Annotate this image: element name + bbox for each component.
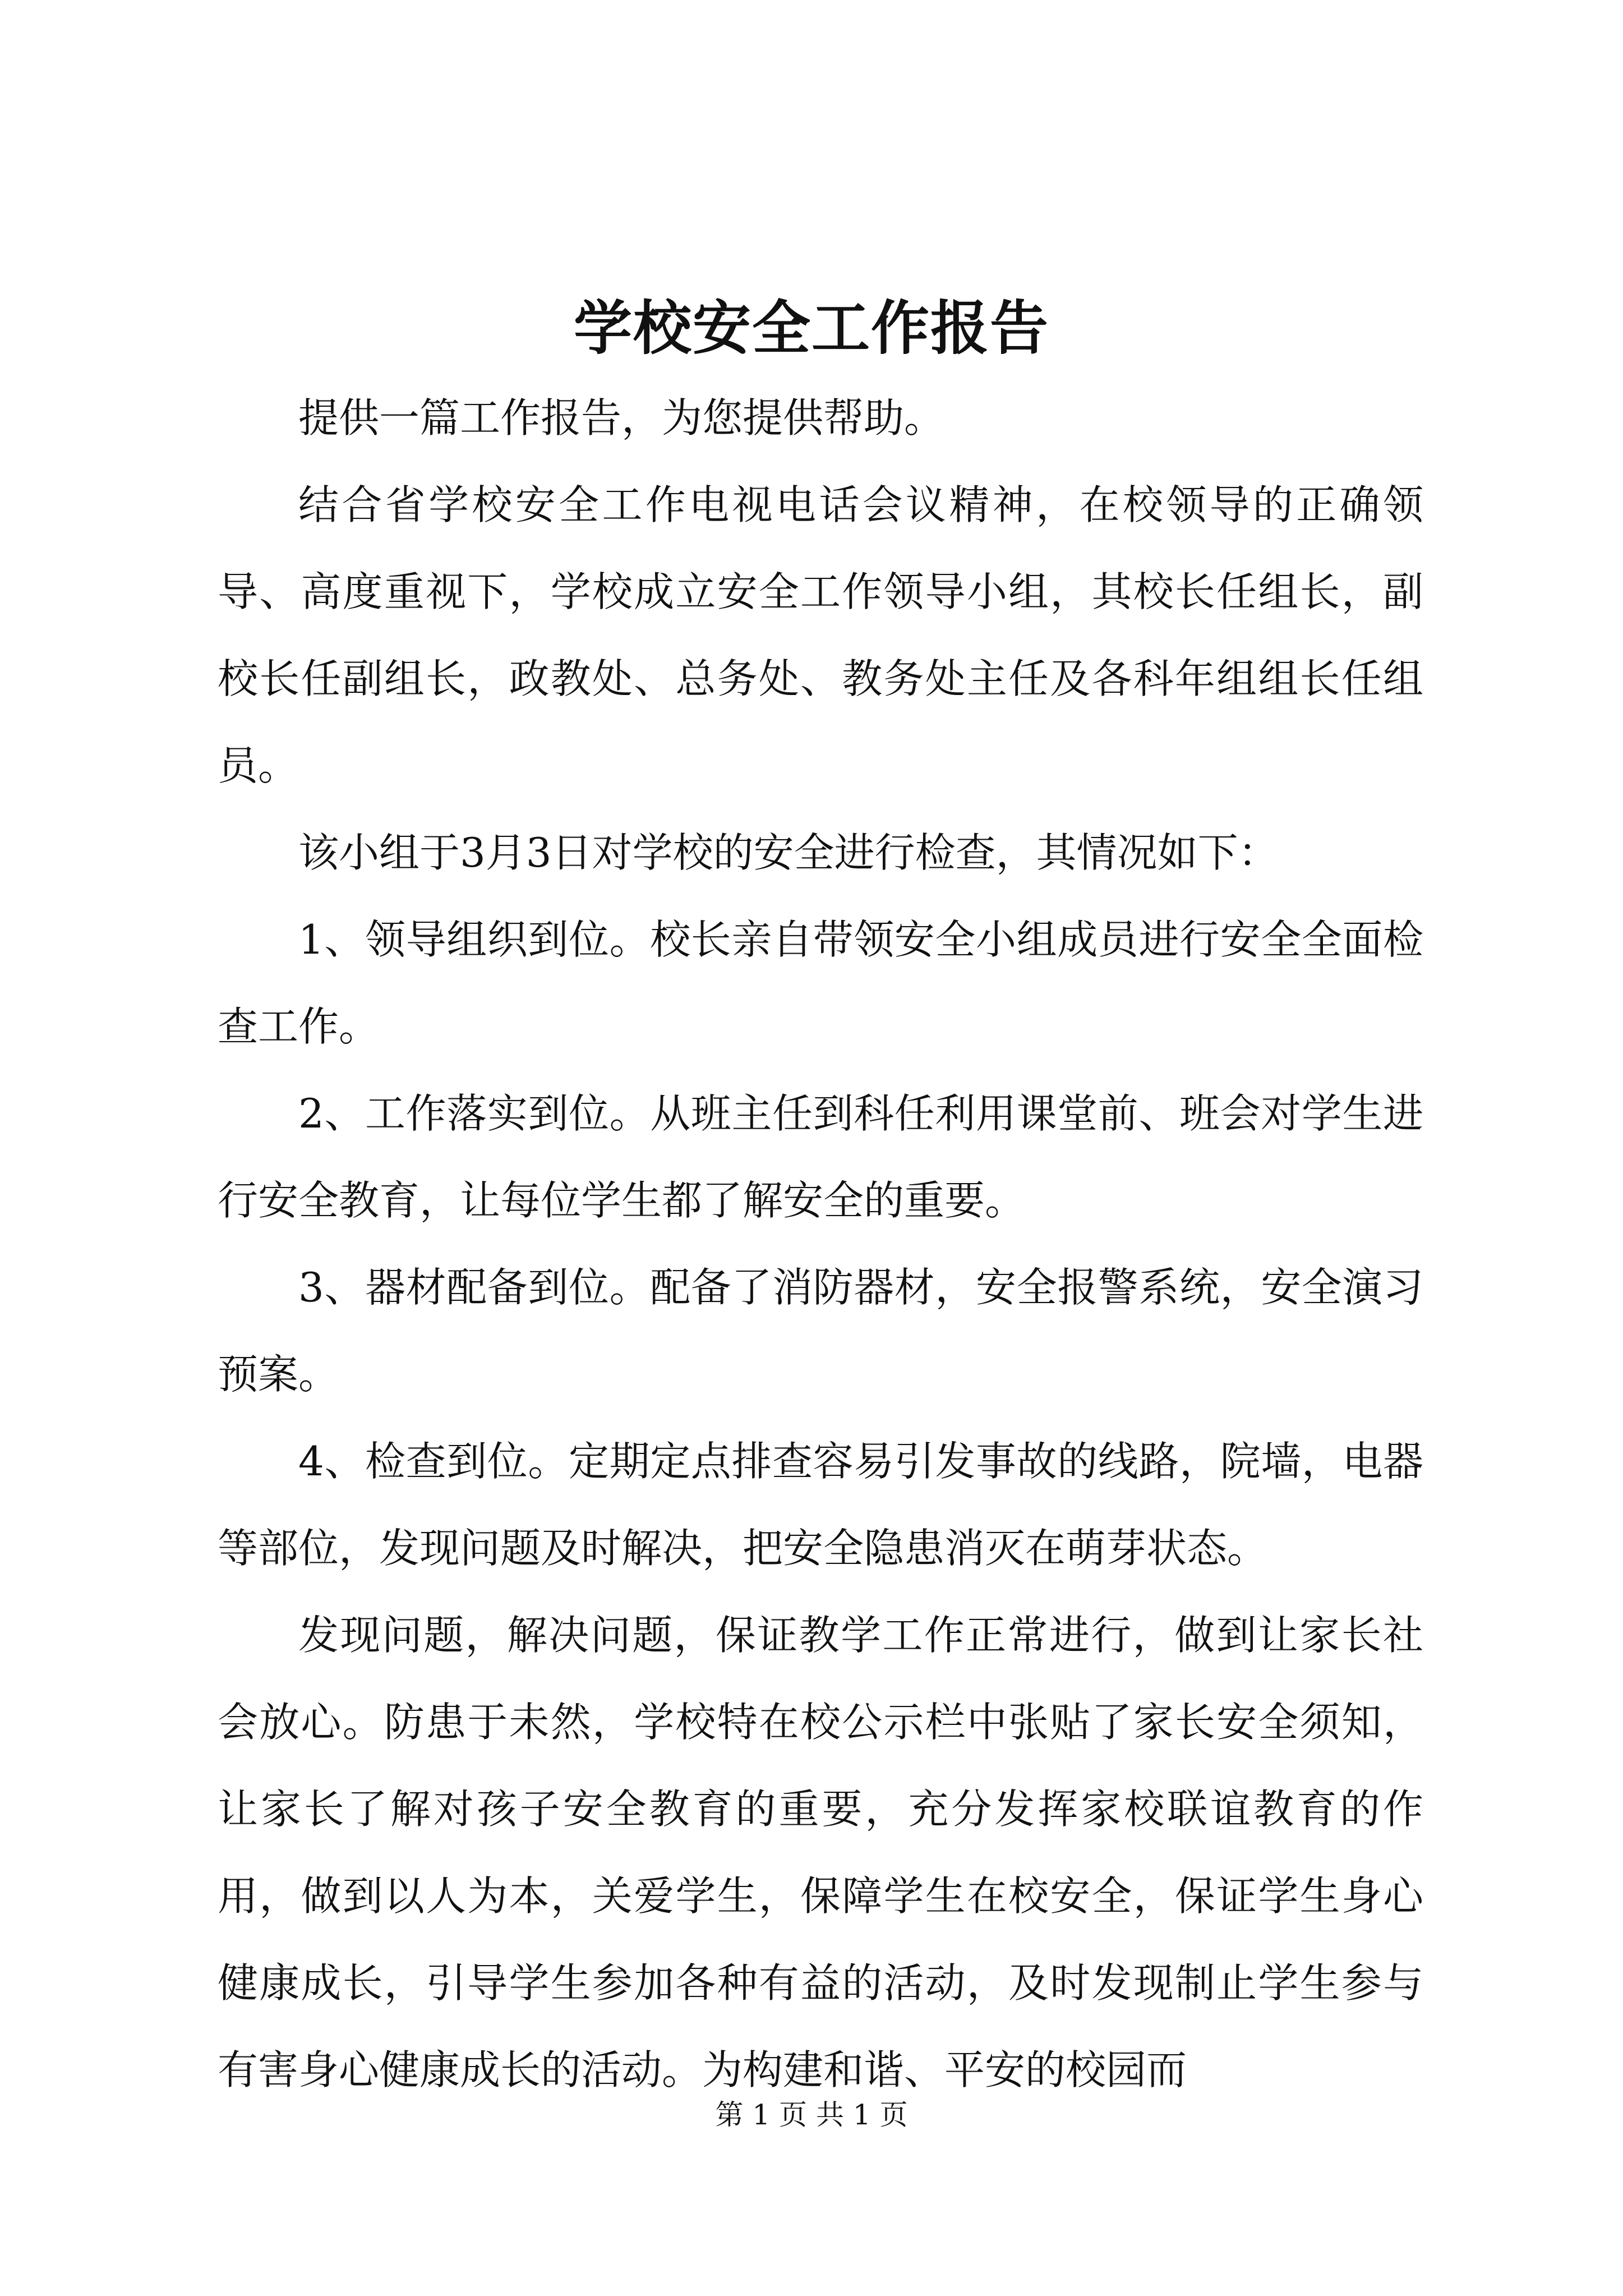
paragraph-leadership-group: 结合省学校安全工作电视电话会议精神，在校领导的正确领导、高度重视下，学校成立安全工作领导小组，其校长任组长，副校长任副组长，政教处、总务处、教务处主任及各科年组组长任组员。 xyxy=(218,481,1423,789)
paragraph-intro: 提供一篇工作报告，为您提供帮助。 xyxy=(298,394,945,441)
document-title: 学校安全工作报告 xyxy=(573,293,1049,362)
page-footer: 第 1 页 共 1 页 xyxy=(715,2099,908,2131)
paragraph-inspection: 该小组于3月3日对学校的安全进行检查，其情况如下： xyxy=(298,829,1279,876)
document-body xyxy=(218,375,1423,2114)
paragraph-conclusion: 发现问题，解决问题，保证教学工作正常进行，做到让家长社会放心。防患于未然，学校特在校公示栏中张贴了家长安全须知，让家长了解对孩子安全教育的重要，充分发挥家校联谊教育的作用，做到以人为本，关爱学生，保障学生在校安全，保证学生身心健康成长，引导学生参加各种有益的活动，及时发现制止学生参与有害身心健康成长的活动。为构建和谐、平安的校园而 xyxy=(218,1612,1423,2093)
paragraph-item-2: 2、工作落实到位。从班主任到科任利用课堂前、班会对学生进行安全教育，让每位学生都了解安全的重要。 xyxy=(218,1090,1423,1224)
paragraph-item-1: 1、领导组织到位。校长亲自带领安全小组成员进行安全全面检查工作。 xyxy=(218,916,1423,1050)
paragraph-item-3: 3、器材配备到位。配备了消防器材，安全报警系统，安全演习预案。 xyxy=(218,1264,1423,1398)
paragraph-item-4: 4、检查到位。定期定点排查容易引发事故的线路，院墙，电器等部位，发现问题及时解决，把安全隐患消灭在萌芽状态。 xyxy=(218,1438,1423,1572)
